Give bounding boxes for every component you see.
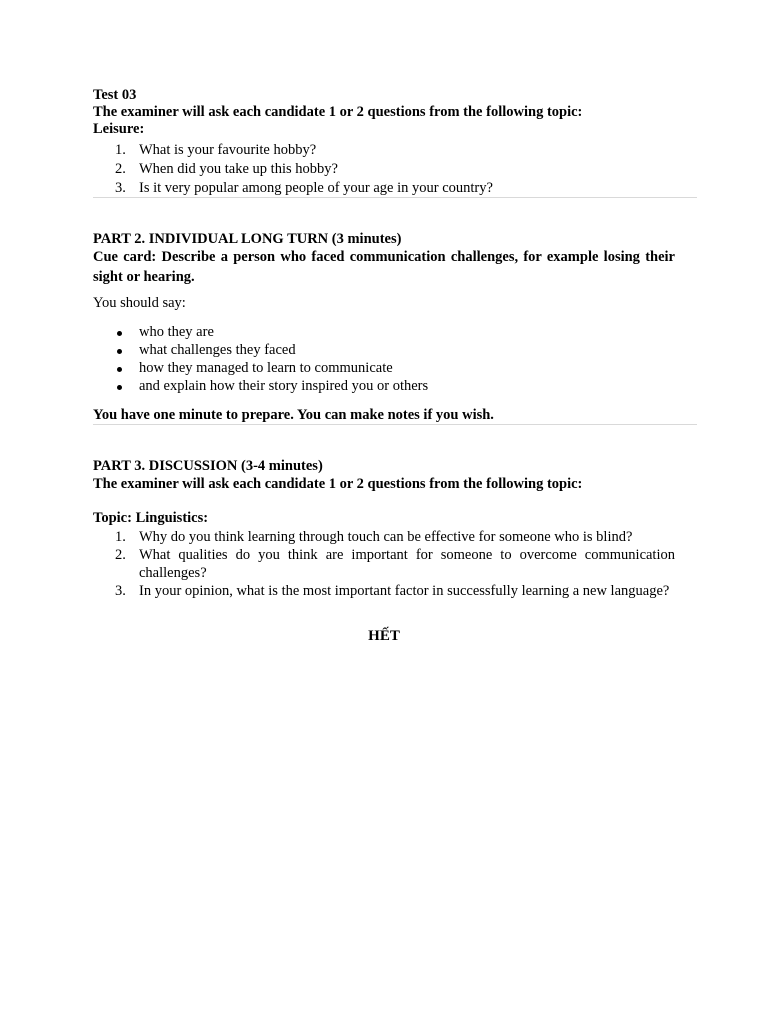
part2-cue-card: Cue card: Describe a person who faced communication challenges, for example losing their sight or hearing. [93,249,675,285]
item-text: who they are [139,324,214,340]
item-number: 3. [115,180,126,196]
item-text: When did you take up this hobby? [139,161,338,177]
item-number: 2. [115,161,126,177]
list-item [93,582,675,600]
list-item [93,378,675,396]
part3-intro: The examiner will ask each candidate 1 or 2 questions from the following topic: [93,476,583,492]
part2-bullet-list [93,324,675,396]
part3-question-list [93,528,675,600]
item-text: Why do you think learning through touch can be effective for someone who is blind? [139,529,633,545]
list-item [93,360,675,378]
document-page [93,87,675,645]
bullet-icon [117,367,122,372]
part2-prepare-note: You have one minute to prepare. You can make notes if you wish. [93,407,494,423]
list-item [93,546,675,582]
part1-topic: Leisure: [93,121,145,137]
item-number: 2. [115,547,126,563]
item-text: and explain how their story inspired you or others [139,378,429,394]
part1-intro: The examiner will ask each candidate 1 or 2 questions from the following topic: [93,104,583,120]
end-mark: HẾT [368,628,400,644]
part2-heading: PART 2. INDIVIDUAL LONG TURN (3 minutes) [93,231,402,247]
list-item [93,142,675,161]
test-label: Test 03 [93,87,137,103]
bullet-icon [117,385,122,390]
list-item [93,528,675,546]
item-text: how they managed to learn to communicate [139,360,393,376]
list-item [93,324,675,342]
item-text: What is your favourite hobby? [139,142,317,158]
list-item [93,342,675,360]
part1-question-list [93,142,675,199]
item-number: 1. [115,529,126,545]
list-item [93,180,675,199]
item-text: In your opinion, what is the most important factor in successfully learning a new language? [139,583,670,599]
part3-heading: PART 3. DISCUSSION (3-4 minutes) [93,458,323,474]
bullet-icon [117,331,122,336]
part2-should-say: You should say: [93,295,186,311]
item-text: what challenges they faced [139,342,296,358]
item-number: 3. [115,583,126,599]
item-number: 1. [115,142,126,158]
item-text: What qualities do you think are important for someone to overcome communication challenges? [139,547,675,581]
list-item [93,161,675,180]
item-text: Is it very popular among people of your age in your country? [139,180,493,196]
part3-topic: Topic: Linguistics: [93,510,209,526]
bullet-icon [117,349,122,354]
